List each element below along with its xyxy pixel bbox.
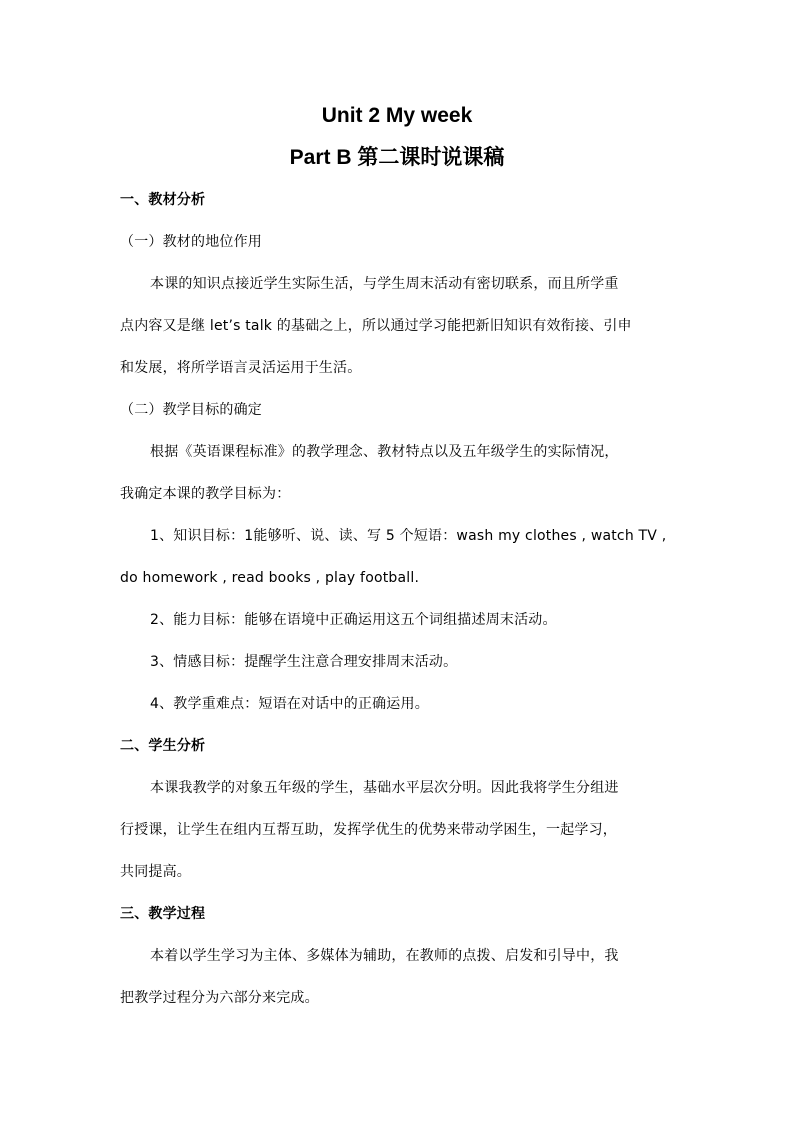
paragraph-line: 根据《英语课程标准》的教学理念、教材特点以及五年级学生的实际情况，	[150, 444, 619, 460]
document-subtitle: Part B 第二课时说课稿	[289, 146, 505, 169]
subheading-teaching-goals: （二）教学目标的确定	[120, 402, 262, 418]
paragraph-line: 本课我教学的对象五年级的学生，基础水平层次分明。因此我将学生分组进	[150, 780, 619, 796]
section-heading-textbook-analysis: 一、教材分析	[120, 192, 206, 208]
paragraph-line: 共同提高。	[120, 864, 191, 880]
list-item-emotion-goal: 3、情感目标：提醒学生注意合理安排周末活动。	[150, 654, 458, 670]
list-item-knowledge-goal: 1、知识目标：1能够听、说、读、写 5 个短语：wash my clothes , watch TV ,	[150, 528, 667, 544]
list-item-ability-goal: 2、能力目标：能够在语境中正确运用这五个词组描述周末活动。	[150, 612, 557, 628]
section-heading-teaching-process: 三、教学过程	[120, 906, 206, 922]
paragraph-line: 本着以学生学习为主体、多媒体为辅助，在教师的点拨、启发和引导中，我	[150, 948, 619, 964]
paragraph-line: 行授课，让学生在组内互帮互助，发挥学优生的优势来带动学困生，一起学习，	[120, 822, 617, 838]
paragraph-line: 把教学过程分为六部分来完成。	[120, 990, 319, 1006]
paragraph-line: 我确定本课的教学目标为：	[120, 486, 291, 502]
document-title: Unit 2 My week	[321, 104, 473, 127]
paragraph-line: 本课的知识点接近学生实际生活，与学生周末活动有密切联系，而且所学重	[150, 276, 619, 292]
section-heading-student-analysis: 二、学生分析	[120, 738, 206, 754]
paragraph-line: 点内容又是继 let’s talk 的基础之上，所以通过学习能把新旧知识有效衔接、引申	[120, 318, 632, 334]
subheading-textbook-role: （一）教材的地位作用	[120, 234, 262, 250]
paragraph-line: 和发展，将所学语言灵活运用于生活。	[120, 360, 362, 376]
list-item-knowledge-goal-continued: do homework , read books , play football.	[120, 570, 420, 586]
list-item-key-difficulties: 4、教学重难点：短语在对话中的正确运用。	[150, 696, 429, 712]
